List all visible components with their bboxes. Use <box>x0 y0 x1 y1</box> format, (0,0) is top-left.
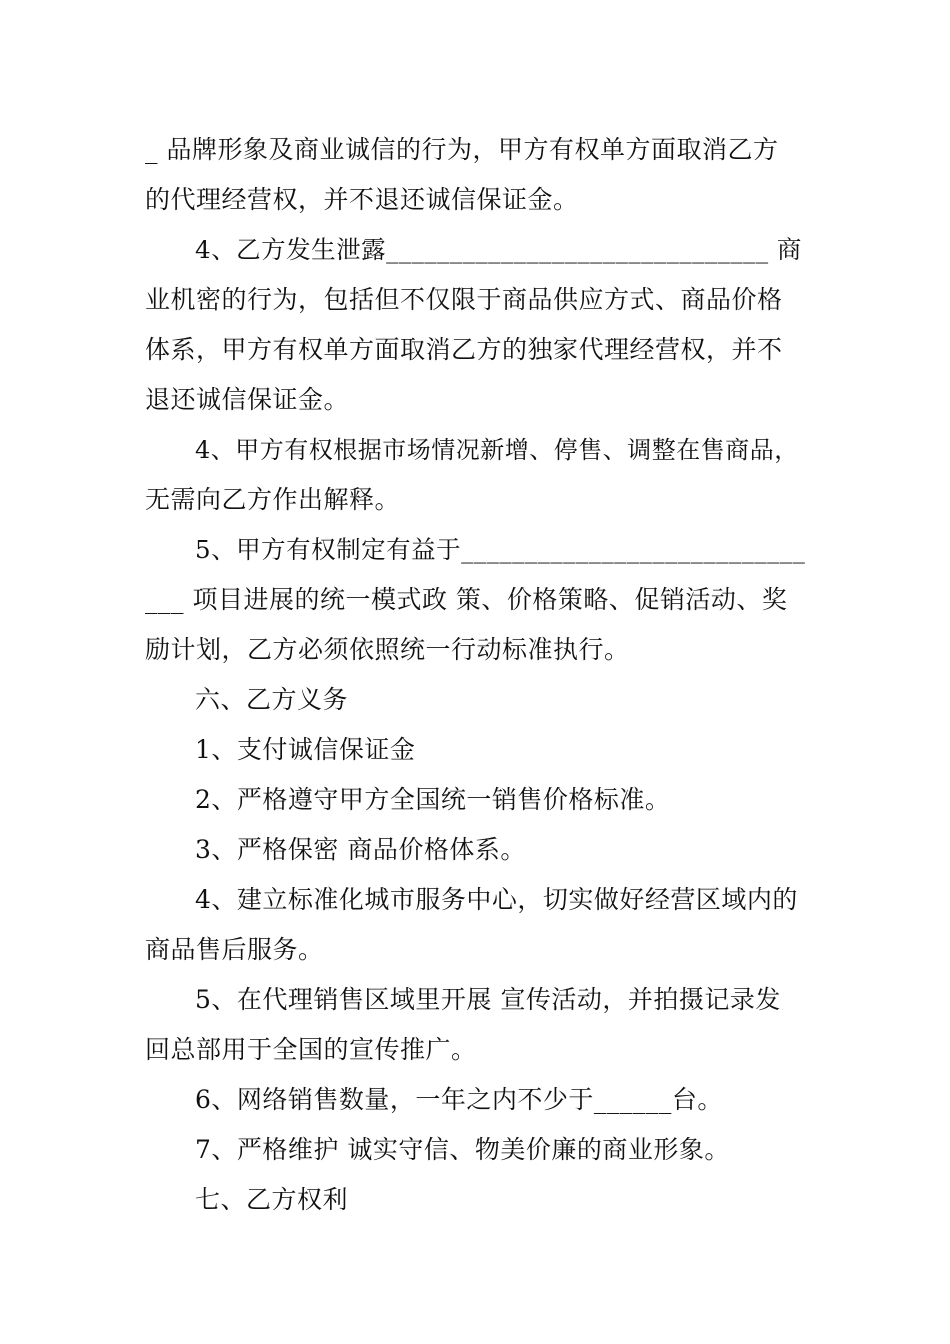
paragraph-line: 2、严格遵守甲方全国统一销售价格标准。 <box>195 785 671 814</box>
paragraph-line: 回总部用于全国的宣传推广。 <box>145 1035 477 1064</box>
paragraph-line: 4、甲方有权根据市场情况新增、停售、调整在售商品， <box>195 436 799 464</box>
paragraph-line: 无需向乙方作出解释。 <box>145 485 401 514</box>
paragraph-line: 业机密的行为，包括但不仅限于商品供应方式、商品价格 <box>145 285 783 314</box>
paragraph-line: 5、在代理销售区域里开展 宣传活动，并拍摄记录发 <box>195 985 781 1014</box>
paragraph-line: 1、支付诚信保证金 <box>195 735 416 764</box>
paragraph-line: 4、建立标准化城市服务中心，切实做好经营区域内的 <box>195 885 798 914</box>
paragraph-line: ___ 项目进展的统一模式政 策、价格策略、促销活动、奖 <box>145 585 788 614</box>
paragraph-line: 励计划，乙方必须依照统一行动标准执行。 <box>145 635 630 664</box>
section-heading: 七、乙方权利 <box>195 1185 349 1214</box>
section-heading: 六、乙方义务 <box>195 685 349 714</box>
paragraph-line: 7、严格维护 诚实守信、物美价廉的商业形象。 <box>195 1135 730 1164</box>
paragraph-line: _ 品牌形象及商业诚信的行为，甲方有权单方面取消乙方 <box>145 135 779 164</box>
paragraph-line: 3、严格保密 商品价格体系。 <box>195 835 526 864</box>
paragraph-line: 4、乙方发生泄露______________________________ 商 <box>195 235 802 264</box>
paragraph-line: 5、甲方有权制定有益于___________________________ <box>195 535 806 564</box>
paragraph-line: 的代理经营权，并不退还诚信保证金。 <box>145 185 579 214</box>
paragraph-line: 退还诚信保证金。 <box>145 385 350 414</box>
paragraph-line: 商品售后服务。 <box>145 935 324 964</box>
paragraph-line: 体系，甲方有权单方面取消乙方的独家代理经营权，并不 <box>145 335 783 364</box>
paragraph-line: 6、网络销售数量，一年之内不少于______台。 <box>195 1085 723 1114</box>
